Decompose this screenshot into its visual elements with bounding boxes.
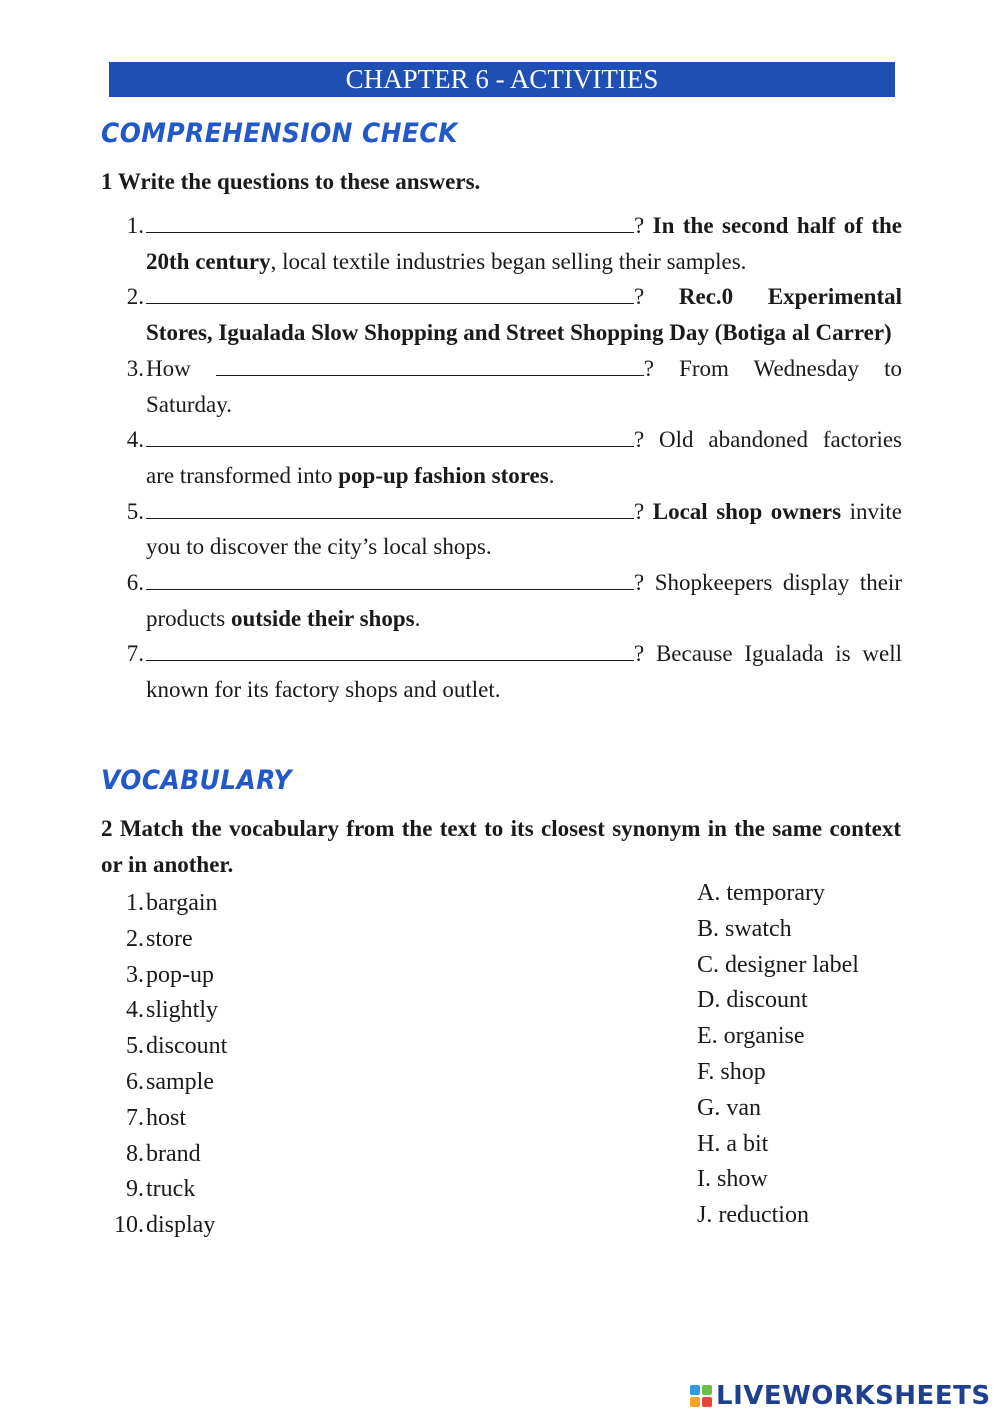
question-item	[100, 351, 902, 422]
answer-blank-4[interactable]	[146, 424, 634, 447]
vocab-word: display	[146, 1212, 216, 1239]
answer-text-end: .	[414, 605, 421, 631]
synonym-list	[697, 876, 957, 1234]
synonym-item[interactable]: H. a bit	[697, 1130, 769, 1157]
synonym-item[interactable]: B. swatch	[697, 915, 792, 942]
vocab-word: host	[146, 1104, 187, 1131]
question-number: 1.	[126, 213, 144, 238]
vocab-word: pop-up	[146, 961, 214, 988]
word-number: 5.	[126, 1033, 144, 1060]
answer-blank-6[interactable]	[146, 567, 634, 590]
synonym-item[interactable]: A. temporary	[697, 880, 825, 906]
answer-bold: outside their shops	[230, 605, 415, 631]
word-number: 9.	[126, 1176, 144, 1203]
question-item	[100, 565, 902, 636]
answer-bold: pop-up fashion stores	[338, 462, 549, 488]
word-number: 3.	[126, 961, 144, 988]
question-mark: ?	[643, 355, 680, 381]
logo-square	[702, 1397, 712, 1407]
answer-blank-7[interactable]	[146, 638, 634, 661]
question-mark: ?	[634, 570, 655, 596]
vocab-word-item[interactable]	[100, 922, 400, 958]
vocab-word: store	[146, 925, 193, 952]
logo-text: LIVEWORKSHEETS	[716, 1381, 991, 1411]
vocab-word: discount	[146, 1033, 228, 1060]
vocab-word-item[interactable]	[100, 1208, 400, 1244]
answer-text: invite you to discover the city’s local shops.	[146, 498, 902, 560]
vocabulary-word-list	[100, 886, 400, 1244]
vocab-word-item[interactable]	[100, 1065, 400, 1101]
synonym-item[interactable]: J. reduction	[697, 1202, 809, 1229]
question-list	[100, 208, 902, 708]
word-number: 2.	[126, 925, 144, 952]
answer-text: Old abandoned factories are transformed into	[146, 427, 902, 488]
question-number: 3.	[126, 355, 144, 381]
answer-blank-1[interactable]	[146, 210, 634, 233]
comprehension-heading: COMPREHENSION CHECK	[101, 118, 458, 149]
answer-bold: Rec.0 Experimental Stores, Igualada Slow Shopping and Street Shopping Day (Botiga al Carrer)	[146, 284, 902, 346]
question-mark: ?	[634, 284, 679, 310]
question-number: 7.	[126, 641, 144, 667]
answer-bold: Local shop owners	[652, 498, 842, 524]
vocab-word: brand	[146, 1140, 201, 1167]
answer-text: Shopkeepers display their products	[146, 570, 902, 631]
vocab-word-item[interactable]	[100, 1137, 400, 1173]
answer-blank-5[interactable]	[146, 496, 634, 519]
liveworksheets-logo-icon	[690, 1385, 712, 1407]
vocab-word: truck	[146, 1176, 196, 1203]
answer-text: From Wednesday to Saturday.	[146, 355, 902, 417]
answer-bold: In the second half of the 20th century	[146, 213, 902, 274]
comprehension-instruction: 1 Write the questions to these answers.	[101, 169, 481, 194]
vocab-word: bargain	[146, 890, 218, 916]
logo-square	[690, 1385, 700, 1395]
word-number: 4.	[126, 997, 144, 1024]
vocab-word-item[interactable]	[100, 886, 400, 922]
question-mark: ?	[634, 641, 656, 667]
word-number: 8.	[126, 1140, 144, 1167]
question-mark: ?	[634, 213, 653, 238]
liveworksheets-logo	[690, 1380, 991, 1412]
answer-blank-3[interactable]	[216, 353, 644, 376]
vocab-word-item[interactable]	[100, 993, 400, 1029]
question-mark: ?	[634, 498, 653, 524]
chapter-banner: CHAPTER 6 - ACTIVITIES	[109, 62, 895, 97]
vocab-word-item[interactable]	[100, 1029, 400, 1065]
synonym-item[interactable]: F. shop	[697, 1058, 766, 1085]
question-item	[100, 279, 902, 350]
word-number: 1.	[126, 890, 144, 916]
question-number: 2.	[126, 284, 144, 310]
question-number: 5.	[126, 498, 144, 524]
answer-text-end: .	[548, 462, 555, 488]
synonym-item[interactable]: G. van	[697, 1094, 761, 1121]
question-number: 4.	[126, 427, 144, 453]
answer-text: Because Igualada is well known for its factory shops and outlet.	[146, 641, 902, 703]
answer-blank-2[interactable]	[146, 281, 634, 304]
vocab-word: sample	[146, 1068, 214, 1095]
vocab-word-item[interactable]	[100, 958, 400, 994]
question-prefix: How	[146, 355, 216, 381]
word-number: 6.	[126, 1068, 144, 1095]
question-item	[100, 208, 902, 279]
question-mark: ?	[634, 427, 660, 453]
question-item	[100, 636, 902, 707]
word-number: 10.	[114, 1212, 144, 1239]
vocabulary-instruction: 2 Match the vocabulary from the text to its closest synonym in the same context or in another.	[101, 816, 901, 877]
synonym-item[interactable]: I. show	[697, 1166, 768, 1193]
question-number: 6.	[126, 570, 144, 596]
answer-text: , local textile industries began selling their samples.	[270, 248, 747, 274]
logo-square	[702, 1385, 712, 1395]
word-number: 7.	[126, 1104, 144, 1131]
vocabulary-heading: VOCABULARY	[101, 765, 292, 796]
vocab-word: slightly	[146, 997, 219, 1024]
question-item	[100, 494, 902, 565]
synonym-item[interactable]: C. designer label	[697, 951, 859, 978]
synonym-item[interactable]: E. organise	[697, 1023, 805, 1050]
vocab-word-item[interactable]	[100, 1172, 400, 1208]
question-item	[100, 422, 902, 493]
logo-square	[690, 1397, 700, 1407]
synonym-item[interactable]: D. discount	[697, 987, 808, 1014]
vocab-word-item[interactable]	[100, 1101, 400, 1137]
